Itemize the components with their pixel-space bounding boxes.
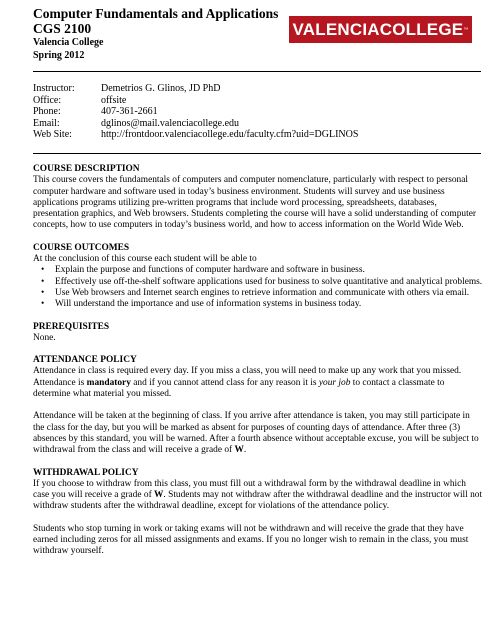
list-item [33,277,483,288]
header-divider [33,71,481,72]
info-label: Web Site: [33,129,72,140]
list-item [33,288,483,299]
attendance-text: . [243,445,247,456]
attendance-italic: your job [318,377,351,388]
instructor-name: Demetrios G. Glinos, JD PhD [101,83,221,94]
withdrawal-text: . Students may not withdraw after the withdrawal deadline and the instructor will not withdraw students after the withdrawal deadline, except for violations of the attendance policy. [33,490,483,512]
attendance-text: to contact a classmate to determine what material you missed. [33,377,445,400]
bullet-icon: • [41,287,45,298]
attendance-text: Attendance will be taken at the beginning of class. If you arrive after attendance is taken, you may still participate in the class for the day, but you will be marked as absent for purposes of counting days of attendance. After three (3) absences by this standard, you will be warned. After a fourth absence without acceptable excuse, you will be subject to withdrawal from the class and will receive a grade of [33,411,479,456]
info-label: Instructor: [33,83,75,94]
info-label: Office: [33,94,62,106]
section-heading-outcomes: COURSE OUTCOMES [33,242,130,253]
withdrawal-paragraph-2: Students who stop turning in work or taking exams will not be withdrawn and will receive the grade that they have earned including zeros for all missed assignments and exams. If you no longer wish to remain in the class, you must withdraw yourself. [33,523,469,557]
section-heading-attendance: ATTENDANCE POLICY [33,355,137,366]
phone-value: 407-361-2661 [101,106,158,117]
section-heading-description: COURSE DESCRIPTION [33,164,140,174]
website-link[interactable]: http://frontdoor.valenciacollege.edu/faculty.cfm?uid=DGLINOS [101,129,359,140]
info-row-website [33,129,481,141]
attendance-paragraph-1 [33,366,483,400]
outcome-text: Explain the purpose and functions of computer hardware and software in business. [55,265,365,276]
term: Spring 2012 [33,50,85,61]
logo-text: VALENCIACOLLEGE [292,19,464,39]
info-row-phone [33,106,481,118]
office-value: offsite [101,94,127,106]
outcome-text: Use Web browsers and Internet search engines to retrieve information and communicate with others via email. [55,287,470,298]
list-item [33,299,483,310]
attendance-text: and if you cannot attend class for any reason it is [130,377,319,388]
outcomes-intro: At the conclusion of this course each student will be able to [33,254,257,265]
list-item [33,265,483,276]
info-label: Email: [33,117,60,129]
college-name: Valencia College [33,37,104,48]
course-title: Computer Fundamentals and Applications [33,6,279,21]
grade-w: W [154,490,164,501]
valencia-college-logo [289,16,472,43]
course-code: CGS 2100 [33,21,92,36]
attendance-emphasis: mandatory [86,377,131,388]
course-description-text: This course covers the fundamentals of computers and computer nomenclature, particularly with respect to personal computer hardware and software used in today’s business environment. Students will survey and use business applications programs utilizing pre-written programs that include word processing, spreadsheets, databases, presentation graphics, and Web browsers. Students completing the course will have a solid understanding of computer concepts, how to use computers in today’s business world, and how to access information on the World Wide Web. [33,175,476,231]
grade-w: W [234,445,244,456]
bullet-icon: • [41,265,45,276]
prerequisites-text: None. [33,332,56,343]
info-row-office [33,95,481,107]
info-divider [33,153,481,154]
email-link[interactable]: dglinos@mail.valenciacollege.edu [101,117,240,129]
outcome-text: Effectively use off-the-shelf software applications used for business to solve quantitative and analytical problems. [55,276,483,287]
section-heading-withdrawal: WITHDRAWAL POLICY [33,467,139,478]
bullet-icon: • [41,299,45,310]
info-row-instructor [33,83,481,95]
instructor-info [33,83,481,141]
withdrawal-paragraph-1 [33,479,483,513]
withdrawal-text: If you choose to withdraw from this class, you must fill out a withdrawal form by the withdrawal deadline in which case you will receive a grade of [33,478,466,501]
attendance-paragraph-2 [33,411,483,456]
bullet-icon: • [41,276,45,287]
info-row-email [33,118,481,130]
attendance-text: Attendance in class is required every day. If you miss a class, you will need to make up any work that you missed. Attendance is [33,366,462,388]
logo-trademark: ™ [463,26,469,33]
info-label: Phone: [33,106,61,117]
outcomes-list [33,265,483,310]
outcome-text: Will understand the importance and use of information systems in business today. [55,299,362,310]
syllabus-body [33,164,483,558]
section-heading-prerequisites: PREREQUISITES [33,321,110,332]
